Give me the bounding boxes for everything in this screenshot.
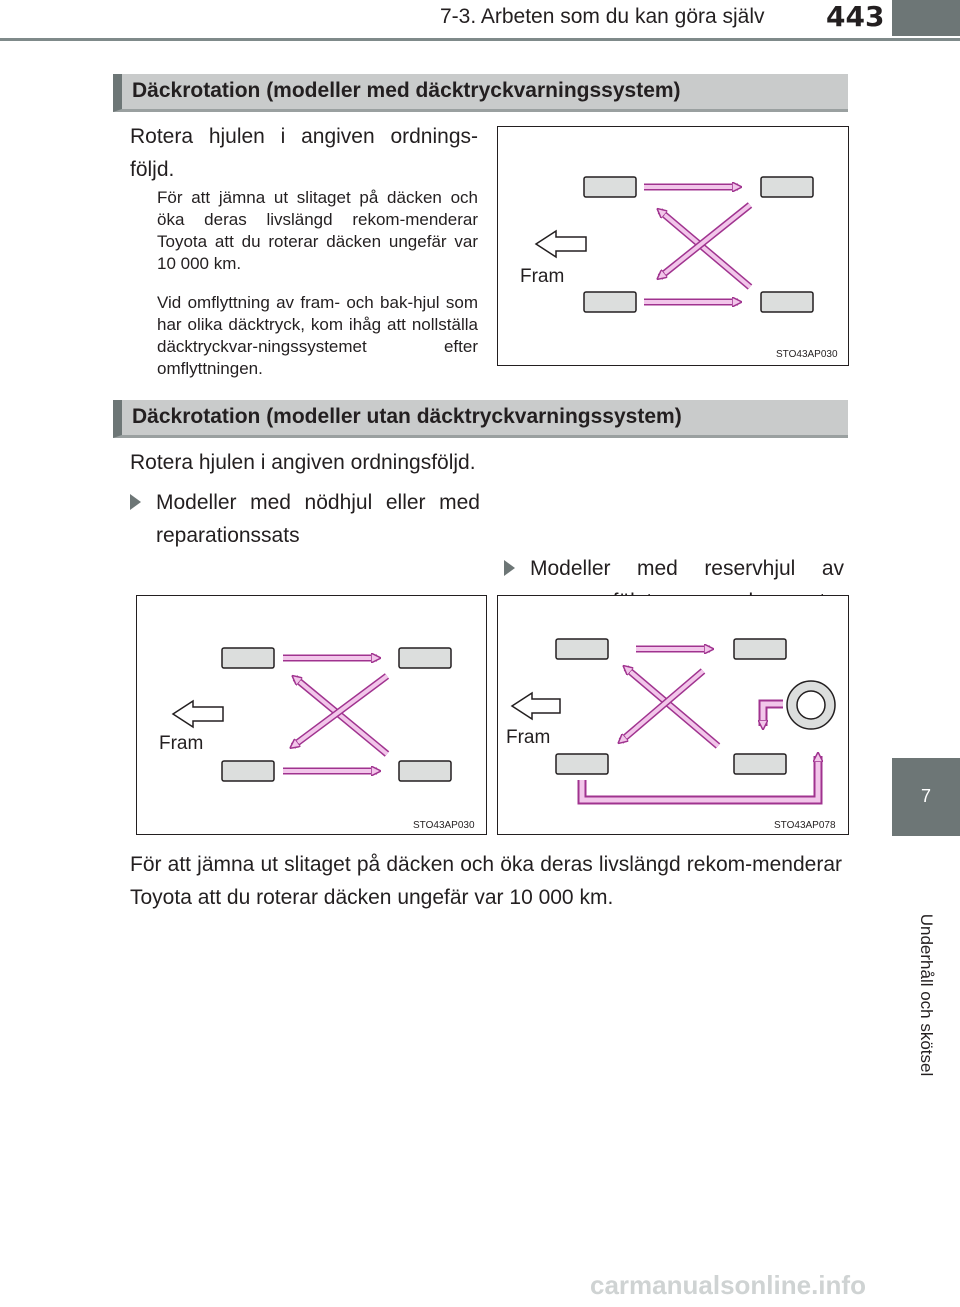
bullet-triangle-icon — [130, 494, 141, 510]
bullet-triangle-icon — [504, 560, 515, 576]
model-bullet-right: Modeller med reservhjul av — [504, 552, 844, 651]
tire-rotation-figure-right — [497, 595, 849, 835]
paragraph-intro: Rotera hjulen i angiven ordningsföljd. — [130, 451, 476, 474]
footer-watermark: carmanualsonline.info — [590, 1270, 866, 1300]
front-label: Fram — [520, 266, 565, 287]
paragraph-intro: Rotera hjulen i angiven ordnings-följd. — [130, 125, 478, 181]
rotation-diagram-spare — [498, 596, 848, 834]
figure-code: STO43AP030 — [776, 349, 838, 360]
wheel-rear-right — [761, 292, 813, 312]
paragraph-note: Vid omflyttning av fram- och bak-hjul som har olika däcktryck, kom ihåg att nollställa däcktryckvar-ningssystemet efter omflyttningen. — [157, 293, 478, 378]
figure-code: STO43AP030 — [413, 820, 475, 831]
wheel-rear-left — [761, 177, 813, 197]
front-direction-arrow-icon — [173, 701, 223, 727]
running-header: 7-3. Arbeten som du kan göra själv — [440, 5, 765, 28]
front-label: Fram — [506, 727, 551, 748]
front-label: Fram — [159, 733, 204, 754]
model-bullet-left: Modeller med nödhjul eller med reparationssats — [130, 486, 480, 552]
section-heading: Däckrotation (modeller med däcktryckvarningssystem) — [132, 79, 681, 102]
tire-rotation-figure-left — [136, 595, 487, 835]
rotation-diagram — [137, 596, 486, 834]
section-heading-bar — [113, 400, 848, 438]
section-heading-bar — [113, 74, 848, 112]
page-number: 443 — [826, 0, 885, 33]
rotation-diagram — [498, 127, 848, 365]
front-direction-arrow-icon — [512, 693, 560, 719]
paragraph-outro: För att jämna ut slitaget på däcken och öka deras livslängd rekom-menderar Toyota att du roterar däcken ungefär var 10 000 km. — [130, 853, 842, 909]
wheel-front-left — [584, 177, 636, 197]
wheel-front-right — [584, 292, 636, 312]
chapter-tab — [892, 0, 960, 36]
header-rule — [0, 38, 960, 41]
chapter-tab-number-box — [892, 758, 960, 836]
figure-code: STO43AP078 — [774, 820, 836, 831]
paragraph-note: För att jämna ut slitaget på däcken och öka deras livslängd rekom-menderar Toyota att du roterar däcken ungefär var 10 000 km. — [157, 188, 478, 273]
tire-rotation-figure — [497, 126, 849, 366]
chapter-number: 7 — [920, 786, 931, 806]
chapter-title-vertical: Underhåll och skötsel — [917, 913, 936, 1077]
section-heading: Däckrotation (modeller utan däcktryckvarningssystem) — [132, 405, 682, 428]
front-direction-arrow-icon — [536, 231, 586, 257]
